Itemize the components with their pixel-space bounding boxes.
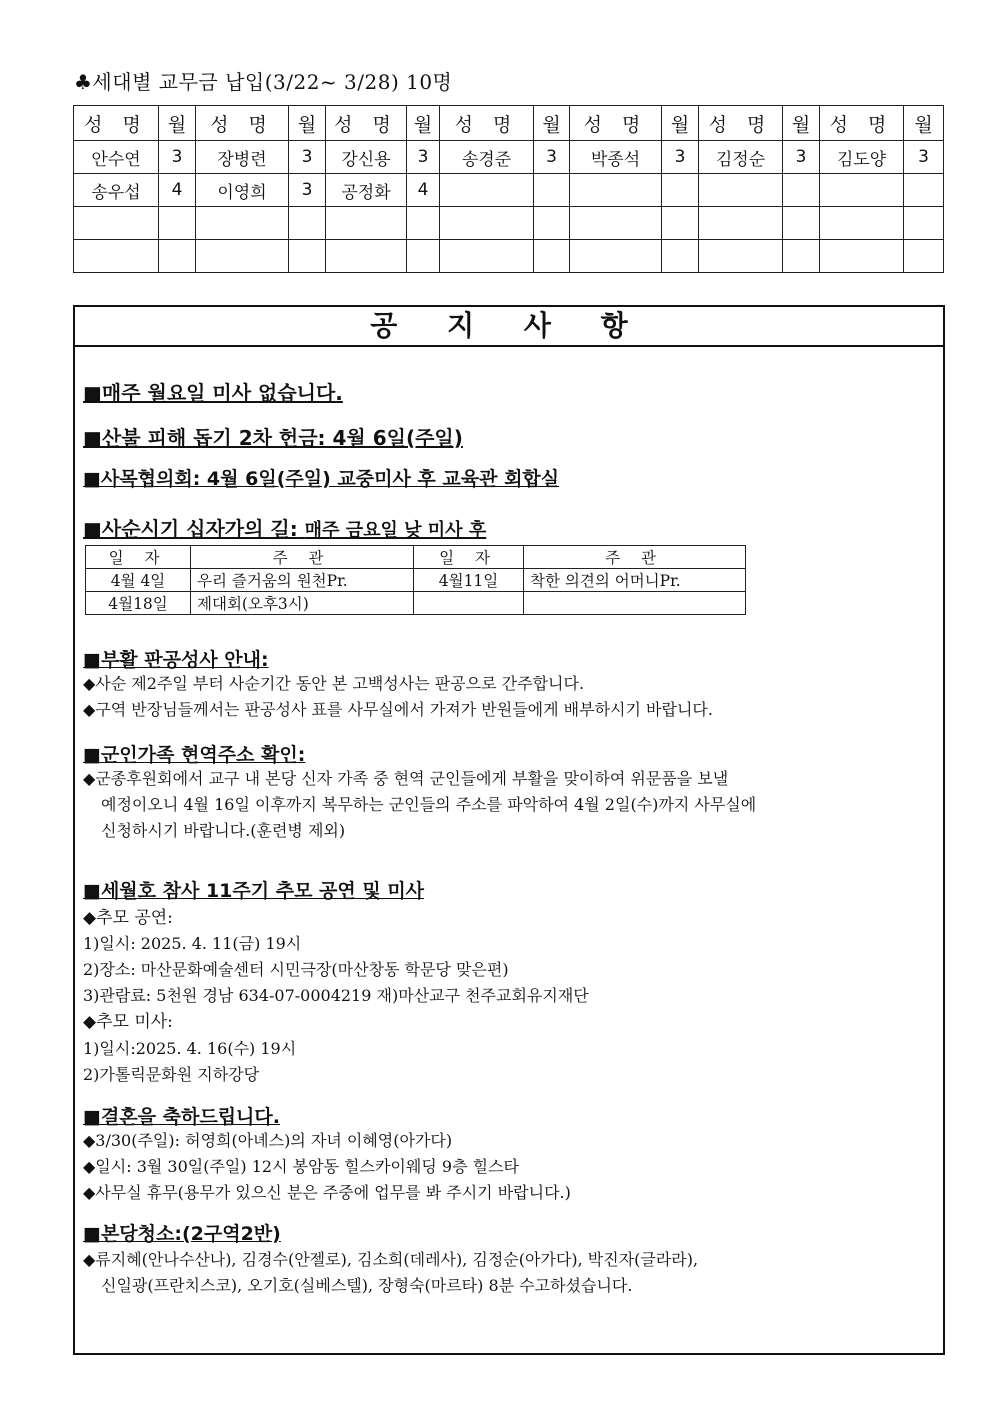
col-month: 월 [159,106,196,141]
member-name [570,240,662,273]
confession-line-1: ◆사순 제2주일 부터 사순기간 동안 본 고백성사는 판공으로 간주합니다. [83,674,585,693]
member-name: 장병련 [196,141,289,174]
way-of-cross-heading [83,513,486,542]
member-name [699,174,783,207]
table-row [74,207,944,240]
payment-header-row [74,106,944,141]
member-month [783,207,820,240]
way-of-cross-table [85,545,746,615]
member-month [534,174,570,207]
military-address-heading: ■군인가족 현역주소 확인: [83,744,306,766]
wedding-line-1: ◆3/30(주일): 허영희(아녜스)의 자녀 이혜영(아가다) [83,1131,453,1150]
member-name [820,207,904,240]
col-month: 월 [904,106,944,141]
member-month: 3 [783,141,820,174]
member-name [570,207,662,240]
no-monday-mass-heading: ■매주 월요일 미사 없습니다. [83,381,343,405]
col-month: 월 [662,106,699,141]
cross-host: 제대회(오후3시) [191,592,414,615]
sewol-mass-label: ◆추모 미사: [83,1012,173,1032]
member-month [904,207,944,240]
member-name [196,240,289,273]
col-name: 성 명 [820,106,904,141]
col-name: 성 명 [699,106,783,141]
cross-host: 우리 즐거움의 원천Pr. [191,569,414,592]
member-name: 안수연 [74,141,159,174]
pastoral-council-heading: ■사목협의회: 4월 6일(주일) 교중미사 후 교육관 회합실 [83,468,560,490]
military-line-1: ◆군종후원회에서 교구 내 본당 신자 가족 중 현역 군인들에게 부활을 맞이하여 위문품을 보낼 [83,769,729,788]
notice-title: 공 지 사 항 [75,307,943,347]
col-name: 성 명 [326,106,407,141]
col-name: 성 명 [74,106,159,141]
member-name: 송경준 [440,141,534,174]
sewol-mass-1: 1)일시:2025. 4. 16(수) 19시 [83,1039,297,1058]
table-row [86,592,746,615]
member-month [407,240,440,273]
table-row [74,174,944,207]
member-month [904,240,944,273]
member-month [534,240,570,273]
military-line-3: 신청하시기 바랍니다.(훈련병 제외) [101,821,346,840]
sewol-performance-1: 1)일시: 2025. 4. 11(금) 19시 [83,934,302,953]
member-month [534,207,570,240]
col-month: 월 [783,106,820,141]
member-month: 3 [662,141,699,174]
member-month [662,240,699,273]
col-month: 월 [534,106,570,141]
member-name [74,240,159,273]
member-month: 3 [289,174,326,207]
member-month: 3 [534,141,570,174]
member-month [783,174,820,207]
wedding-heading: ■결혼을 축하드립니다. [83,1106,280,1128]
member-month: 3 [904,141,944,174]
member-month: 3 [289,141,326,174]
cross-date: 4월18일 [86,592,191,615]
member-month: 3 [407,141,440,174]
member-month [662,207,699,240]
member-name: 송우섭 [74,174,159,207]
member-name: 김도양 [820,141,904,174]
member-month: 4 [159,174,196,207]
member-month: 3 [159,141,196,174]
sewol-heading: ■세월호 참사 11주기 추모 공연 및 미사 [83,880,425,902]
cross-host [524,592,746,615]
way-of-cross-subtitle: 매주 금요일 낮 미사 후 [304,520,487,541]
member-name [326,207,407,240]
military-line-2: 예정이오니 4월 16일 이후까지 복무하는 군인들의 주소를 파악하여 4월 2일(수)까지 사무실에 [101,795,757,814]
col-month: 월 [407,106,440,141]
sewol-performance-3: 3)관람료: 5천원 경남 634-07-0004219 재)마산교구 천주교회유지재단 [83,986,589,1005]
member-name [440,240,534,273]
cleaning-line-2: 신일광(프란치스코), 오기호(실베스텔), 장형숙(마르타) 8분 수고하셨습니다. [101,1276,633,1295]
member-month [662,174,699,207]
cross-date: 4월 4일 [86,569,191,592]
member-name: 김정순 [699,141,783,174]
member-month [904,174,944,207]
member-name: 공정화 [326,174,407,207]
table-row [74,240,944,273]
table-row [86,569,746,592]
member-name [820,240,904,273]
cross-host: 착한 의견의 어머니Pr. [524,569,746,592]
member-name [820,174,904,207]
member-name [699,240,783,273]
cross-date [414,592,524,615]
page-title: ♣세대별 교무금 납입(3/22~ 3/28) 10명 [74,70,453,94]
member-month [159,240,196,273]
wedding-line-2: ◆일시: 3월 30일(주일) 12시 봉암동 힐스카이웨딩 9층 힐스타 [83,1157,519,1176]
col-month: 월 [289,106,326,141]
cross-date: 4월11일 [414,569,524,592]
col-name: 성 명 [440,106,534,141]
payment-table [73,105,944,273]
member-name [196,207,289,240]
member-name [440,207,534,240]
col-name: 성 명 [570,106,662,141]
member-name: 박종석 [570,141,662,174]
member-name [326,240,407,273]
cross-table-header [86,546,746,569]
member-month [159,207,196,240]
cleaning-heading: ■본당청소:(2구역2반) [83,1223,281,1245]
member-name [440,174,534,207]
member-month [407,207,440,240]
member-name: 강신용 [326,141,407,174]
confession-line-2: ◆구역 반장님들께서는 판공성사 표를 사무실에서 가져가 반원들에게 배부하시기 바랍니다. [83,700,713,719]
sewol-performance-2: 2)장소: 마산문화예술센터 시민극장(마산창동 학문당 맞은편) [83,960,509,979]
col-name: 성 명 [196,106,289,141]
member-name [699,207,783,240]
cleaning-line-1: ◆류지혜(안나수산나), 김경수(안젤로), 김소희(데레사), 김정순(아가다), 박진자(글라라), [83,1250,699,1269]
sewol-mass-2: 2)가톨릭문화원 지하강당 [83,1065,260,1084]
wildfire-offering-heading: ■산불 피해 돕기 2차 헌금: 4월 6일(주일) [83,426,463,450]
member-month [289,240,326,273]
member-month [783,240,820,273]
table-row [74,141,944,174]
member-name [74,207,159,240]
confession-heading: ■부활 판공성사 안내: [83,649,269,671]
sewol-performance-label: ◆추모 공연: [83,908,173,928]
member-month [289,207,326,240]
member-month: 4 [407,174,440,207]
col-host: 주 관 [191,546,414,569]
col-date: 일 자 [86,546,191,569]
way-of-cross-title: ■사순시기 십자가의 길: [83,517,298,541]
col-host: 주 관 [524,546,746,569]
member-name [570,174,662,207]
wedding-line-3: ◆사무실 휴무(용무가 있으신 분은 주중에 업무를 봐 주시기 바랍니다.) [83,1183,571,1202]
col-date: 일 자 [414,546,524,569]
notice-box [73,305,945,1355]
member-name: 이영희 [196,174,289,207]
